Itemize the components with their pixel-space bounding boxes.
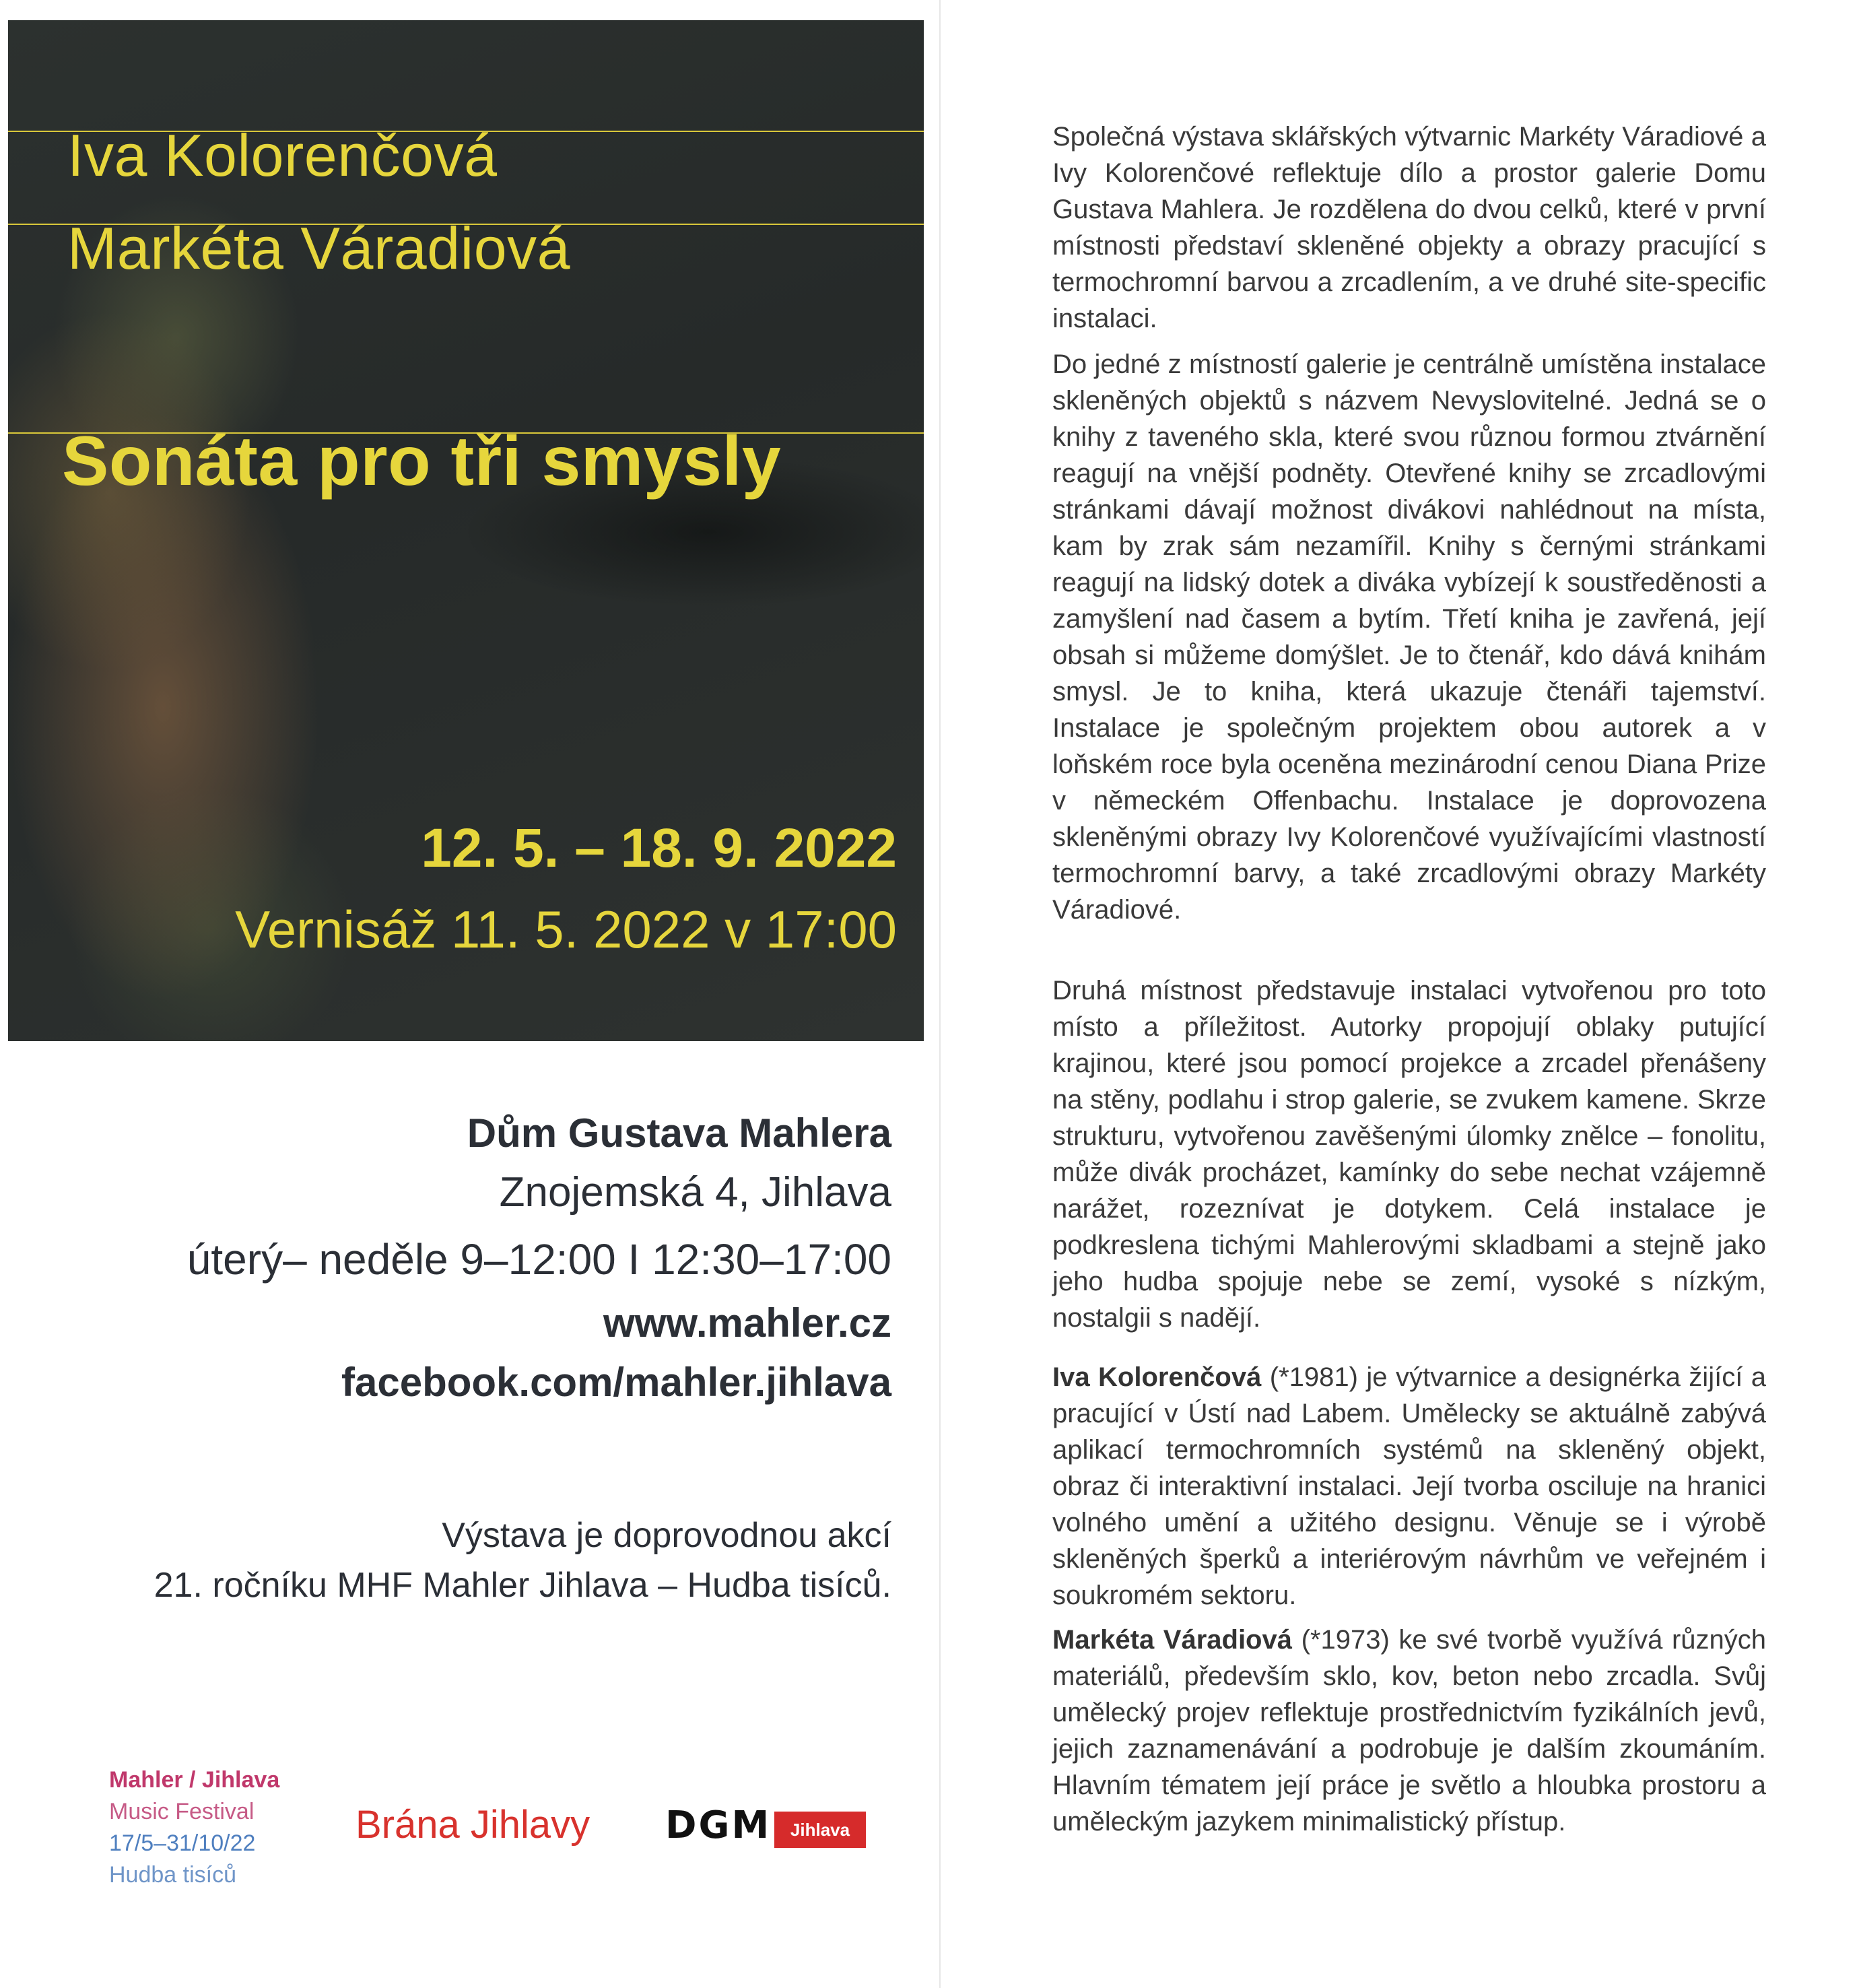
bio-varadiova [1052,1622,1766,1840]
festival-logo-line: Hudba tisíců [109,1862,236,1888]
artist-name-1: Iva Kolorenčová [67,122,498,189]
bio-text: (*1981) je výtvarnice a designérka žijící a pracující v Ústí nad Labem. Umělecky se aktuálně zabývá aplikací termochromních systémů na skleněný objekt, obraz či interaktivní instalaci. Její tvorba osciluje na hranici volného umění a užitého designu. Věnuje se i výrobě skleněných šperků a interiérovým návrhům ve veřejném i soukromém sektoru. [1052,1362,1766,1610]
dgm-logo: DGM [665,1803,772,1847]
facebook-link[interactable]: facebook.com/mahler.jihlava [341,1360,891,1405]
paragraph-text: Do jedné z místností galerie je centrálně umístěna instalace skleněných objektů s názvem Nevyslovitelné. Jedná se o knihy z taveného skla, které svou různou formou ztvárnění reagují na vnější podněty. Otevřené knihy se zrcadlovými stránkami dávají možnost divákovi nahlédnout na místa, kam by zrak sám nezamířil. Knihy s černými stránkami reagují na lidský dotek a diváka vybízejí k soustředěnosti a zamyšlení nad časem a bytím. Třetí kniha je zavřená, její obsah si můžeme domýšlet. Je to čtenář, kdo dává knihám smysl. Je to kniha, která ukazuje čtenáři tajemství. Instalace je společným projektem obou autorek a v loňském roce byla oceněna mezinárodní cenou Diana Prize v německém Offenbachu. Instalace je doprovozena skleněnými obrazy Ivy Kolorenčové využívajícími vlastností termochromní barvy, a také zrcadlovými obrazy Markéty Váradiové. [1052,350,1766,925]
exhibition-dates: 12. 5. – 18. 9. 2022 [421,818,897,879]
festival-logo-line: Mahler / Jihlava [109,1767,280,1793]
bio-name: Markéta Váradiová [1052,1625,1292,1655]
festival-logo [109,1764,279,1891]
festival-logo-line: 17/5–31/10/22 [109,1830,256,1856]
dgm-jihlava-badge: Jihlava [774,1812,866,1848]
paragraph-installation [1052,346,1766,928]
festival-logo-line: Music Festival [109,1799,255,1824]
paragraph-text: Druhá místnost představuje instalaci vytvořenou pro toto místo a příležitost. Autorky propojují oblaky putující krajinou, které jsou pomocí projekce a zrcadel přenášeny na stěny, podlahu i strop galerie, se zvukem kamene. Skrze strukturu, vytvořenou zavěšenými úlomky znělce – fonolitu, může divák procházet, kamínky do sebe nechat vzájemně narážet, rozeznívat je dotykem. Celá instalace je podkreslena tichými Mahlerovými skladbami a stejně jako jeho hudba spojuje nebe se zemí, vysoké s nízkým, nostalgii s nadějí. [1052,976,1766,1333]
opening-hours: úterý– neděle 9–12:00 I 12:30–17:00 [187,1235,891,1284]
paragraph-text: Společná výstava sklářských výtvarnic Markéty Váradiové a Ivy Kolorenčové reflektuje dílo a prostor galerie Domu Gustava Mahlera. Je rozdělena do dvou celků, které v první místnosti představí skleněné objekty a obrazy pracující s termochromní barvou a zrcadlením, a ve druhé site-specific instalaci. [1052,122,1766,333]
opening-time: Vernisáž 11. 5. 2022 v 17:00 [235,900,897,959]
artist-name-2: Markéta Váradiová [67,215,571,281]
accompanying-note: Výstava je doprovodnou akcí [442,1516,891,1555]
brana-jihlavy-logo: Brána Jihlavy [356,1803,590,1847]
bio-name: Iva Kolorenčová [1052,1362,1262,1392]
venue-name: Dům Gustava Mahlera [467,1111,891,1156]
exhibition-title: Sonáta pro tři smysly [62,422,782,500]
paragraph-second-room [1052,972,1766,1336]
accompanying-note: 21. ročníku MHF Mahler Jihlava – Hudba tisíců. [154,1566,891,1605]
paragraph-intro [1052,119,1766,337]
bio-text: (*1973) ke své tvorbě využívá různých materiálů, především sklo, kov, beton nebo zrcadla. Svůj umělecký projev reflektuje prostřednictvím fyzikálních jevů, jejich zaznamenávání a podrobuje je dalším zkoumáním. Hlavním tématem její práce je světlo a hloubka prostoru a uměleckým jazykem minimalistický přístup. [1052,1625,1766,1836]
bio-kolorencova [1052,1359,1766,1614]
venue-address: Znojemská 4, Jihlava [499,1169,891,1216]
fold-line [939,0,941,1988]
website-link[interactable]: www.mahler.cz [603,1300,891,1346]
poster [8,20,924,1041]
